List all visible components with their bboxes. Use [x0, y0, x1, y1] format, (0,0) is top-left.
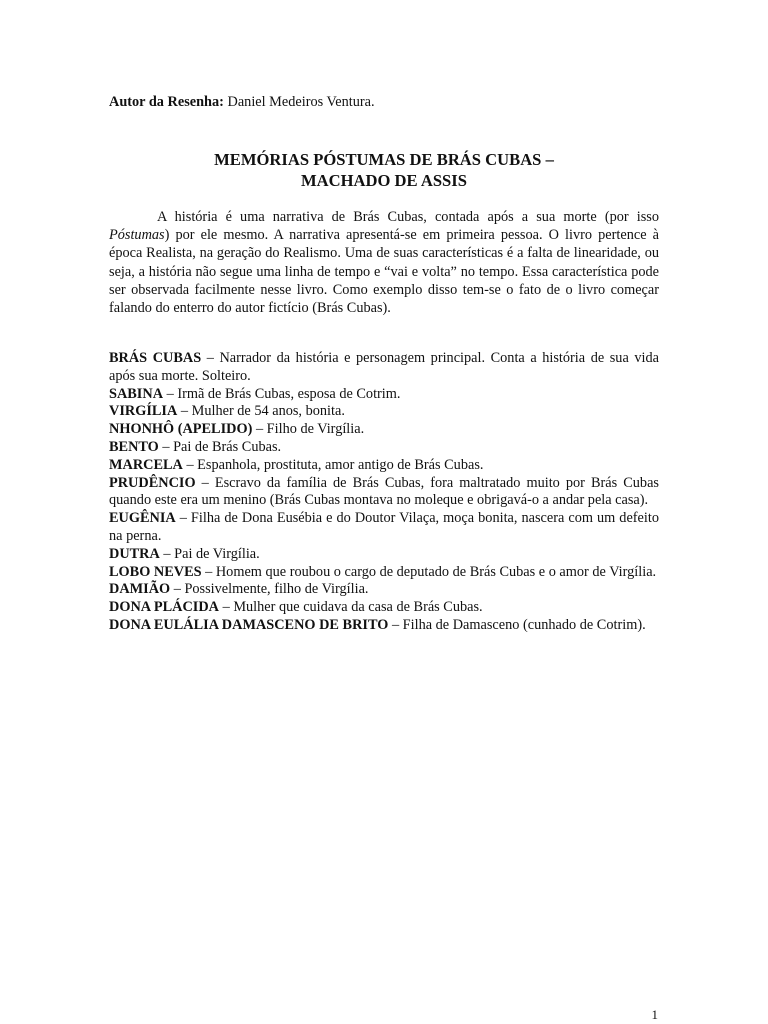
- character-description: – Mulher de 54 anos, bonita.: [177, 403, 345, 420]
- character-description: – Filha de Damasceno (cunhado de Cotrim).: [388, 616, 646, 633]
- character-name: LOBO NEVES: [109, 563, 202, 580]
- character-description: – Homem que roubou o cargo de deputado de Brás Cubas e o amor de Virgília.: [201, 563, 657, 580]
- character-entry: [109, 403, 659, 421]
- character-name: BENTO: [109, 438, 159, 455]
- author-label: Autor da Resenha:: [109, 94, 224, 110]
- character-entry: [109, 386, 659, 404]
- character-description: – Escravo da família de Brás Cubas, fora maltratado muito por Brás Cubas quando este era um menino (Brás Cubas montava no moleque e obrigavá-o a andar pela casa).: [109, 474, 659, 509]
- character-name: DONA PLÁCIDA: [109, 599, 220, 616]
- character-description: – Espanhola, prostituta, amor antigo de Brás Cubas.: [182, 456, 484, 473]
- intro-paragraph: [109, 208, 659, 317]
- character-description: – Possivelmente, filho de Virgília.: [170, 581, 369, 598]
- character-entry: [109, 546, 659, 564]
- character-name: DUTRA: [109, 545, 160, 562]
- character-name: DONA EULÁLIA DAMASCENO DE BRITO: [109, 616, 389, 633]
- character-name: NHONHÔ (APELIDO): [109, 421, 253, 438]
- character-entry: [109, 439, 659, 457]
- character-entry: [109, 421, 659, 439]
- intro-italic-word: Póstumas: [109, 227, 165, 244]
- character-description: – Irmã de Brás Cubas, esposa de Cotrim.: [163, 385, 401, 402]
- character-description: – Pai de Virgília.: [159, 545, 260, 562]
- title-line-2: MACHADO DE ASSIS: [301, 171, 467, 190]
- character-entry: [109, 564, 659, 582]
- character-name: VIRGÍLIA: [109, 403, 178, 420]
- character-name: MARCELA: [109, 456, 183, 473]
- character-entry: [109, 617, 659, 635]
- character-description: – Pai de Brás Cubas.: [158, 438, 282, 455]
- document-title: [100, 149, 668, 191]
- character-name: BRÁS CUBAS: [109, 350, 202, 366]
- character-entry: [109, 599, 659, 617]
- character-entry: [109, 457, 659, 475]
- review-author-line: [109, 93, 375, 111]
- character-name: EUGÊNIA: [109, 510, 176, 527]
- character-entry: [109, 475, 659, 511]
- title-line-1: MEMÓRIAS PÓSTUMAS DE BRÁS CUBAS –: [214, 150, 554, 169]
- character-description: – Filha de Dona Eusébia e do Doutor Vilaça, moça bonita, nascera com um defeito na perna.: [109, 510, 659, 544]
- author-name: Daniel Medeiros Ventura.: [227, 94, 375, 110]
- page-number: 1: [651, 1007, 658, 1022]
- character-list: [109, 350, 659, 635]
- character-description: – Narrador da história e personagem principal. Conta a história de sua vida após sua morte. Solteiro.: [109, 350, 659, 384]
- character-entry: [109, 581, 659, 599]
- character-description: – Mulher que cuidava da casa de Brás Cubas.: [219, 599, 483, 616]
- character-name: PRUDÊNCIO: [109, 474, 196, 491]
- character-name: DAMIÃO: [109, 581, 171, 598]
- character-name: SABINA: [109, 385, 164, 402]
- intro-text-part-1: A história é uma narrativa de Brás Cubas, contada após a sua morte (por isso: [157, 209, 659, 225]
- character-description: – Filho de Virgília.: [252, 421, 365, 438]
- intro-text-part-2: ) por ele mesmo. A narrativa apresentá-se em primeira pessoa. O livro pertence à época Realista, na geração do Realismo. Uma de suas características é a falta de linearidade, ou seja, a história não segue uma linha de tempo e “vai e volta” no tempo. Essa característica pode ser observada facilmente nesse livro. Como exemplo disso tem-se o fato de o livro começar falando do enterro do autor fictício (Brás Cubas).: [109, 227, 659, 317]
- character-entry: [109, 350, 659, 386]
- character-entry: [109, 510, 659, 546]
